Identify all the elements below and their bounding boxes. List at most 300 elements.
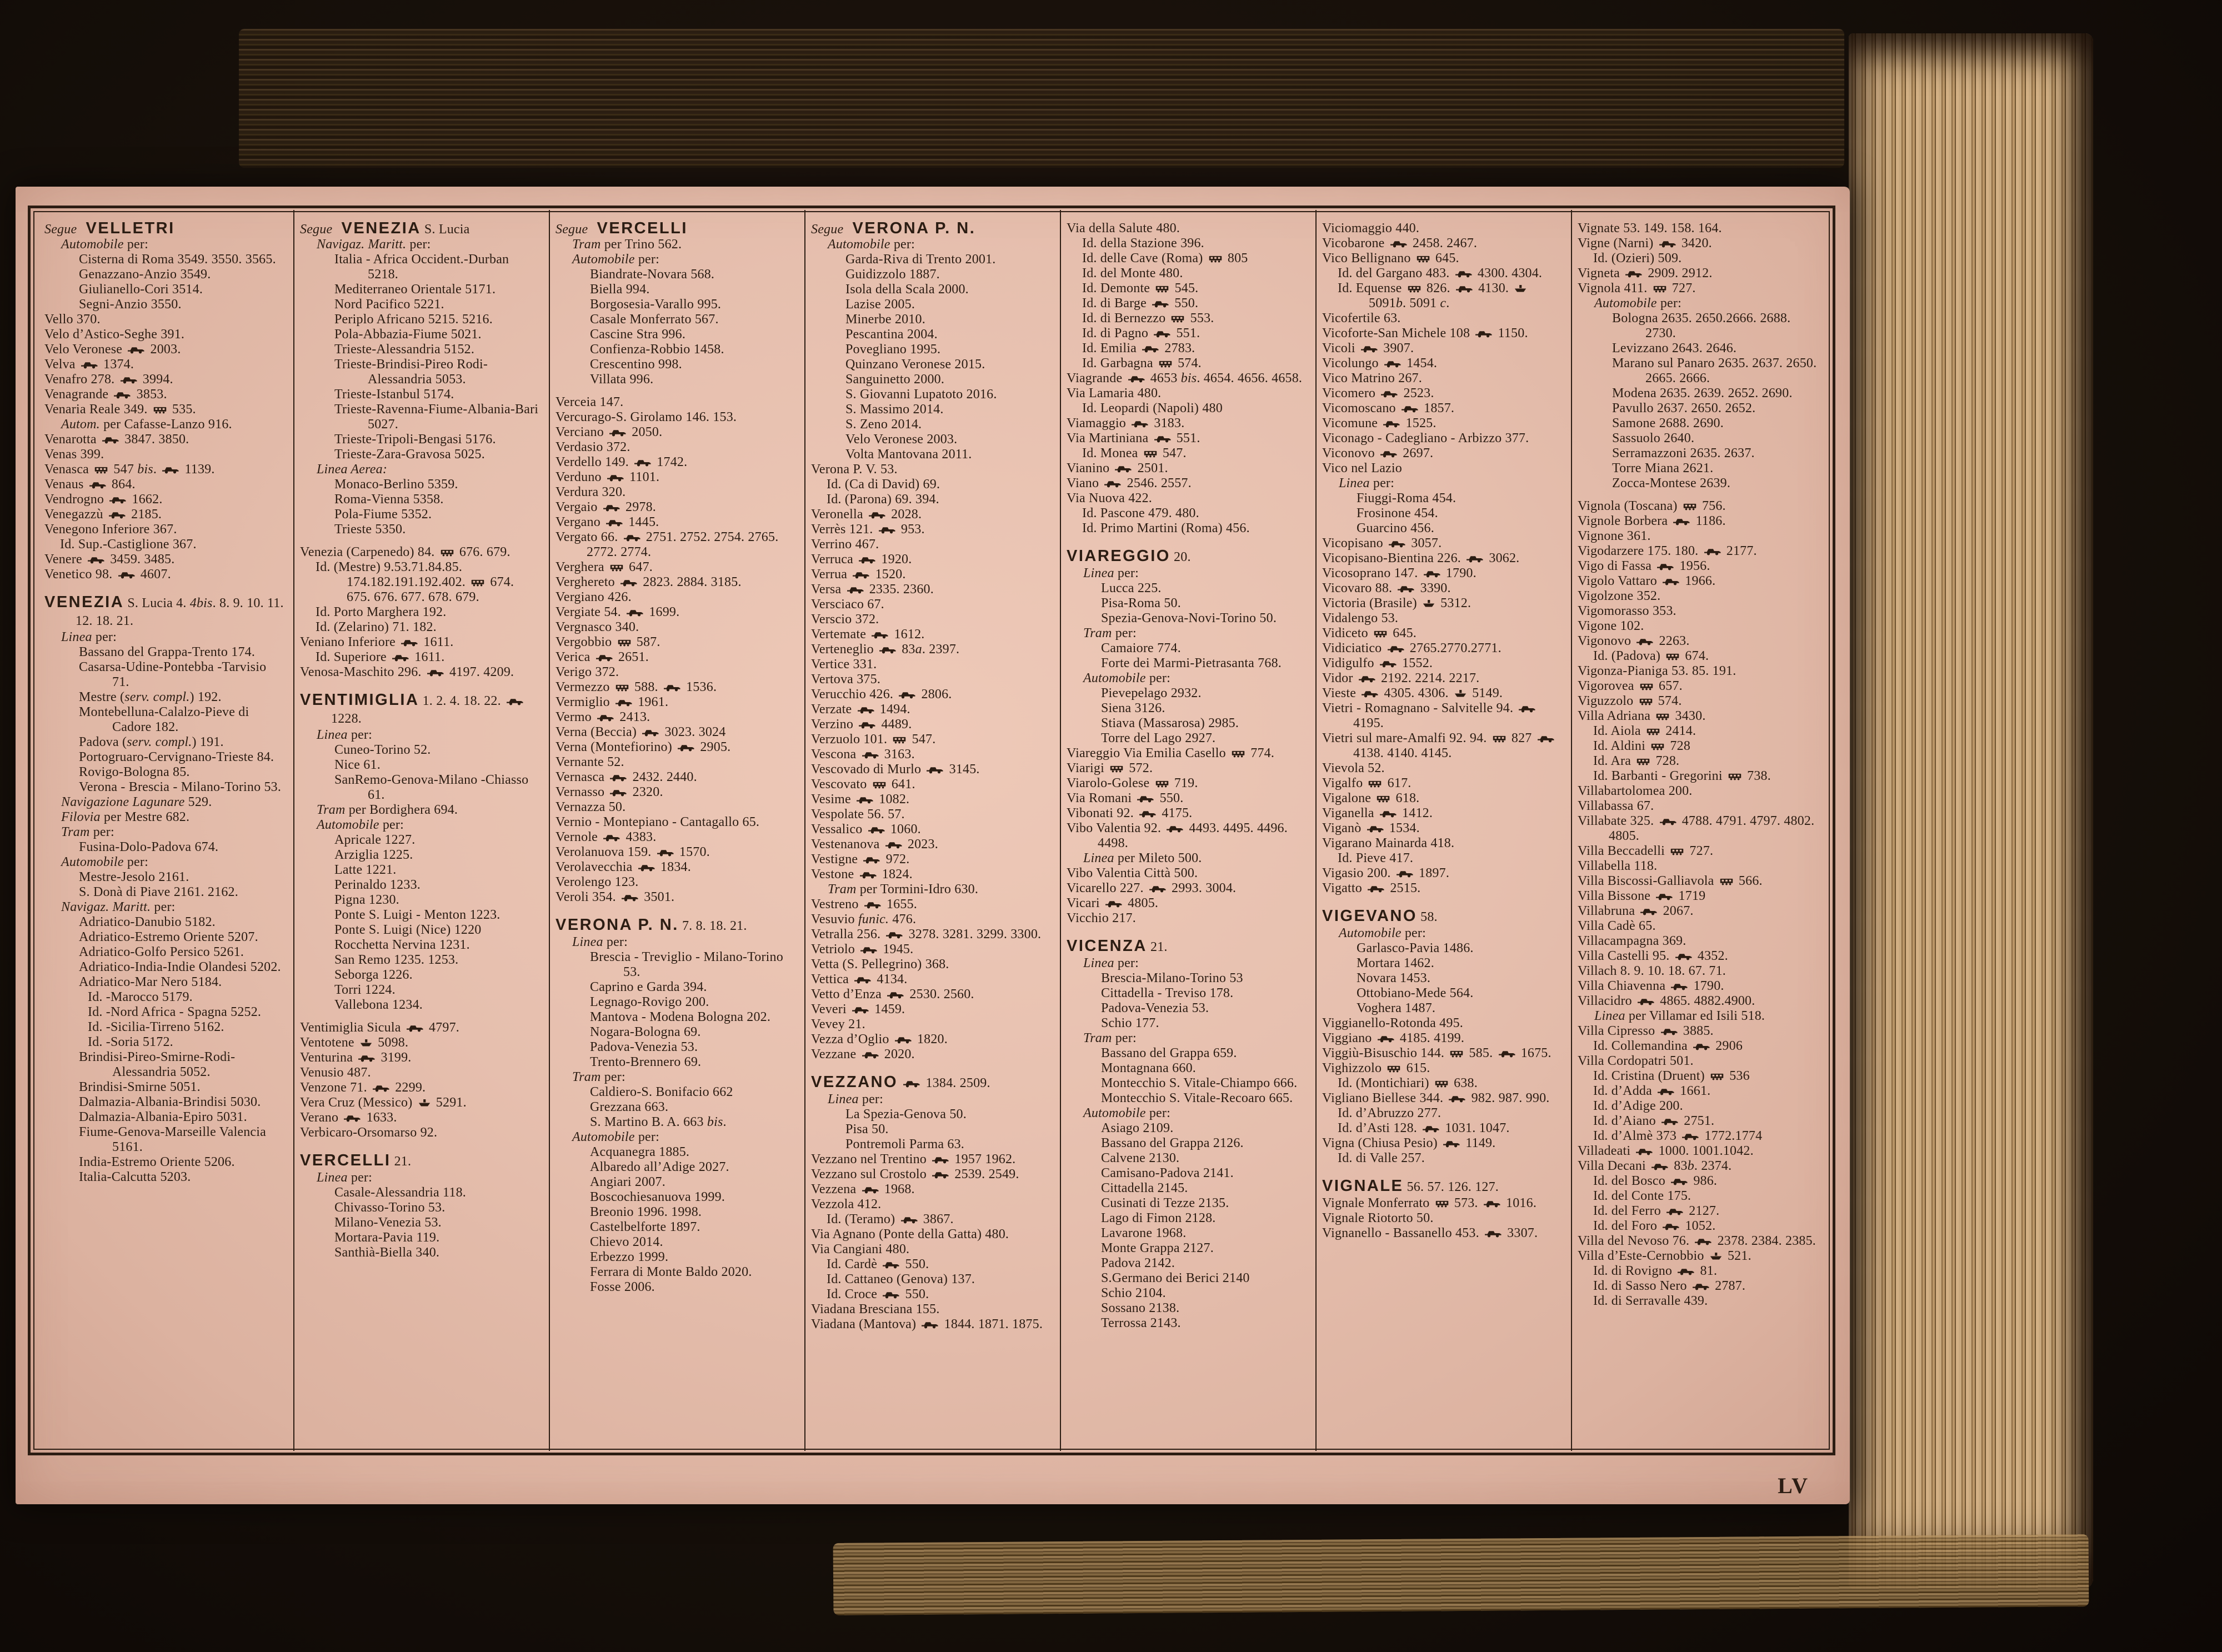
tram-icon bbox=[153, 406, 167, 414]
tram-icon bbox=[1650, 742, 1665, 750]
automobile-icon bbox=[1483, 1199, 1501, 1208]
automobile-icon bbox=[634, 458, 652, 467]
automobile-icon bbox=[932, 1155, 949, 1164]
directory-entry: Camisano-Padova 2141. bbox=[1101, 1166, 1234, 1180]
directory-entry: Automobile per: bbox=[1594, 296, 1681, 311]
directory-entry: Vicopisano-Bientina 226. 3062. bbox=[1322, 551, 1520, 565]
city-name: VERCELLI bbox=[300, 1152, 391, 1169]
directory-entry: Viareggio Via Emilia Casello 774. bbox=[1067, 746, 1275, 760]
tram-icon bbox=[1416, 254, 1430, 263]
tram-icon bbox=[1109, 764, 1124, 773]
directory-entry: Vigarano Mainarda 418. bbox=[1322, 836, 1455, 850]
directory-entry: Vigalone 618. bbox=[1322, 791, 1420, 805]
directory-entry: Ferrara di Monte Baldo 2020. bbox=[590, 1265, 752, 1279]
directory-entry: Mortara-Pavia 119. bbox=[334, 1230, 440, 1245]
directory-entry: Id. -Nord Africa - Spagna 5252. bbox=[88, 1005, 262, 1019]
directory-entry: Viggiù-Bisuschio 144. 585. 1675. bbox=[1322, 1046, 1552, 1060]
automobile-icon bbox=[903, 1079, 920, 1088]
directory-entry: Id. Sup.-Castiglione 367. bbox=[60, 537, 197, 552]
ship-icon bbox=[1454, 689, 1467, 698]
directory-entry: Villa Bissone 1719 bbox=[1578, 889, 1706, 903]
directory-entry: Santhià-Biella 340. bbox=[334, 1245, 440, 1260]
directory-entry: Id. -Sicilia-Tirreno 5162. bbox=[88, 1020, 224, 1034]
directory-entry: Tram per: bbox=[1083, 626, 1137, 640]
directory-entry: Periplo Africano 5215. 5216. bbox=[334, 312, 493, 327]
automobile-icon bbox=[1673, 517, 1690, 525]
tram-icon bbox=[1710, 1072, 1724, 1080]
directory-entry: Crescentino 998. bbox=[590, 357, 682, 372]
directory-entry: Monaco-Berlino 5359. bbox=[334, 477, 458, 492]
directory-entry: Vescona 3163. bbox=[811, 747, 915, 762]
directory-entry: Ponte S. Luigi (Nice) 1220 bbox=[334, 923, 482, 937]
automobile-icon bbox=[1388, 539, 1406, 548]
directory-entry: Vigalfo 617. bbox=[1322, 776, 1412, 790]
directory-entry: Roma-Vienna 5358. bbox=[334, 492, 444, 507]
automobile-icon bbox=[858, 720, 876, 729]
directory-entry: Vergato 66. 2751. 2752. 2754. 2765. 2772. 2774. bbox=[556, 530, 779, 559]
directory-entry: Vidalengo 53. bbox=[1322, 611, 1399, 625]
directory-entry: Vighizzolo 615. bbox=[1322, 1061, 1430, 1075]
directory-entry: Veronella 2028. bbox=[811, 507, 922, 522]
directory-entry: Siena 3126. bbox=[1101, 701, 1165, 715]
directory-entry: Pigna 1230. bbox=[334, 893, 399, 907]
directory-entry: Vezzano sul Crostolo 2539. 2549. bbox=[811, 1167, 1019, 1182]
automobile-icon bbox=[1484, 1229, 1502, 1238]
directory-entry: Grezzana 663. bbox=[590, 1100, 669, 1114]
automobile-icon bbox=[1675, 952, 1693, 960]
directory-entry: Id. Garbagna 574. bbox=[1082, 356, 1202, 371]
directory-entry: Cittadella - Treviso 178. bbox=[1101, 986, 1234, 1000]
directory-entry: Vera Cruz (Messico) 5291. bbox=[300, 1095, 467, 1110]
directory-entry: Vigolo Vattaro 1966. bbox=[1578, 574, 1716, 588]
directory-entry: Torre del Lago 2927. bbox=[1101, 731, 1216, 745]
directory-entry: Id. (Montichiari) 638. bbox=[1338, 1076, 1478, 1090]
directory-entry: Verigo 372. bbox=[556, 665, 619, 679]
automobile-icon bbox=[1660, 1027, 1678, 1035]
directory-entry: Adriatico-Danubio 5182. bbox=[79, 915, 216, 929]
directory-entry: Verucchio 426. 2806. bbox=[811, 687, 952, 702]
directory-entry: Torri 1224. bbox=[334, 983, 396, 997]
directory-entry: Verzino 4489. bbox=[811, 717, 912, 732]
directory-entry: Verna (Beccia) 3023. 3024 bbox=[556, 725, 726, 739]
directory-entry: Villadeati 1000. 1001.1042. bbox=[1578, 1144, 1754, 1158]
directory-entry: Sanguinetto 2000. bbox=[845, 372, 945, 387]
continued-heading: Segue VENEZIA S. Lucia bbox=[300, 221, 540, 237]
directory-entry: Verduno 1101. bbox=[556, 470, 660, 484]
automobile-icon bbox=[887, 990, 904, 999]
directory-entry: Nogara-Bologna 69. bbox=[590, 1025, 701, 1039]
directory-entry: Velo Veronese 2003. bbox=[845, 432, 958, 447]
directory-entry: Adriatico-Estremo Oriente 5207. bbox=[79, 930, 258, 944]
directory-entry: Vezzane 2020. bbox=[811, 1047, 915, 1062]
column-rule-3 bbox=[804, 210, 805, 1451]
directory-entry: Vergobbio 587. bbox=[556, 635, 660, 649]
automobile-icon bbox=[1537, 734, 1555, 743]
directory-entry: Vezzano nel Trentino 1957 1962. bbox=[811, 1152, 1016, 1167]
directory-entry: Vezza d’Oglio 1820. bbox=[811, 1032, 948, 1047]
directory-entry: Viano 2546. 2557. bbox=[1067, 476, 1192, 490]
directory-entry: Verano 1633. bbox=[300, 1110, 397, 1125]
automobile-icon bbox=[1104, 479, 1122, 488]
directory-entry: Id. di Bernezzo 553. bbox=[1082, 311, 1214, 326]
directory-entry: Vidiciatico 2765.2770.2771. bbox=[1322, 641, 1502, 655]
directory-entry: Id. d’Asti 128. 1031. 1047. bbox=[1338, 1121, 1510, 1135]
directory-entry: Verolavecchia 1834. bbox=[556, 860, 691, 874]
tram-icon bbox=[1170, 314, 1185, 323]
directory-entry: Viadana Bresciana 155. bbox=[811, 1302, 940, 1316]
automobile-icon bbox=[1360, 344, 1378, 353]
directory-entry: Id. d’Almè 373 1772.1774 bbox=[1593, 1129, 1763, 1143]
directory-entry: Id. Superiore 1611. bbox=[316, 650, 445, 664]
tram-icon bbox=[1434, 1079, 1449, 1088]
directory-entry: Trieste-Zara-Gravosa 5025. bbox=[334, 447, 485, 462]
automobile-icon bbox=[603, 833, 620, 842]
ship-icon bbox=[418, 1099, 431, 1107]
tram-icon bbox=[1143, 449, 1158, 458]
directory-entry: Pola-Abbazia-Fiume 5021. bbox=[334, 327, 482, 342]
directory-entry: Casale Monferrato 567. bbox=[590, 312, 719, 327]
automobile-icon bbox=[358, 1054, 376, 1062]
directory-entry: Lago di Fimon 2128. bbox=[1101, 1211, 1216, 1225]
directory-entry: Id. di Sasso Nero 2787. bbox=[1593, 1279, 1746, 1293]
automobile-icon bbox=[1455, 269, 1473, 278]
directory-entry: Cittadella 2145. bbox=[1101, 1181, 1188, 1195]
directory-entry: Venturina 3199. bbox=[300, 1050, 412, 1065]
directory-entry: Vianino 2501. bbox=[1067, 461, 1168, 475]
directory-entry: Verna (Montefiorino) 2905. bbox=[556, 740, 731, 754]
automobile-icon bbox=[1694, 1237, 1712, 1245]
directory-entry: Vergiate 54. 1699. bbox=[556, 605, 680, 619]
automobile-icon bbox=[1498, 1049, 1516, 1058]
automobile-icon bbox=[862, 750, 879, 759]
automobile-icon bbox=[1114, 464, 1132, 473]
directory-entry: Navigaz. Maritt. per: bbox=[61, 900, 176, 914]
directory-entry: Id. d’Adige 200. bbox=[1593, 1099, 1683, 1113]
book-top-page-edges bbox=[239, 29, 1844, 168]
directory-entry: Calvene 2130. bbox=[1101, 1151, 1180, 1165]
directory-entry: Viarolo-Golese 719. bbox=[1067, 776, 1198, 790]
directory-entry: Verolanuova 159. 1570. bbox=[556, 845, 710, 859]
directory-entry: Dalmazia-Albania-Epiro 5031. bbox=[79, 1110, 247, 1124]
directory-entry: Casale-Alessandria 118. bbox=[334, 1185, 466, 1200]
directory-entry: Sassuolo 2640. bbox=[1612, 431, 1695, 445]
directory-entry: Viamaggio 3183. bbox=[1067, 416, 1185, 430]
directory-entry: Guarcino 456. bbox=[1357, 521, 1434, 535]
directory-entry: S. Donà di Piave 2161. 2162. bbox=[79, 885, 238, 899]
automobile-icon bbox=[102, 435, 119, 444]
tram-icon bbox=[1719, 877, 1734, 885]
directory-entry: Vignale Riotorto 50. bbox=[1322, 1211, 1434, 1225]
directory-entry: Vicovaro 88. 3390. bbox=[1322, 581, 1451, 595]
directory-entry: Portogruaro-Cervignano-Trieste 84. bbox=[79, 750, 274, 764]
automobile-icon bbox=[1640, 907, 1658, 915]
directory-entry: Automobile per: bbox=[61, 855, 148, 869]
directory-entry: Vergaio 2978. bbox=[556, 500, 657, 514]
directory-entry: Id. Monea 547. bbox=[1082, 446, 1187, 460]
directory-entry: Vespolate 56. 57. bbox=[811, 807, 905, 822]
directory-entry: Via Cangiani 480. bbox=[811, 1242, 910, 1256]
automobile-icon bbox=[1455, 284, 1473, 293]
automobile-icon bbox=[1367, 884, 1385, 893]
directory-entry: Vigo di Fassa 1956. bbox=[1578, 559, 1710, 573]
tram-icon bbox=[1670, 847, 1684, 855]
directory-entry: Vietri - Romagnano - Salvitelle 94. 4195. bbox=[1322, 701, 1562, 731]
directory-entry: Id. Pascone 479. 480. bbox=[1082, 506, 1199, 520]
directory-entry: Vernio - Montepiano - Cantagallo 65. bbox=[556, 815, 760, 829]
directory-entry: Villata 996. bbox=[590, 372, 654, 387]
directory-entry: Viarigi 572. bbox=[1067, 761, 1153, 775]
directory-entry: Viggianello-Rotonda 495. bbox=[1322, 1016, 1463, 1030]
directory-entry: Padova-Venezia 53. bbox=[1101, 1001, 1209, 1015]
directory-entry: Spezia-Genova-Novi-Torino 50. bbox=[1101, 611, 1277, 625]
directory-entry: India-Estremo Oriente 5206. bbox=[79, 1155, 235, 1169]
directory-entry: Vallebona 1234. bbox=[334, 998, 423, 1012]
directory-entry: Vetta (S. Pellegrino) 368. bbox=[811, 957, 949, 972]
automobile-icon bbox=[1637, 997, 1655, 1005]
directory-entry: Schio 177. bbox=[1101, 1016, 1159, 1030]
automobile-icon bbox=[1139, 809, 1157, 818]
directory-entry: Villa Castelli 95. 4352. bbox=[1578, 949, 1728, 963]
directory-entry: Padova-Venezia 53. bbox=[590, 1040, 698, 1054]
directory-entry: Venarotta 3847. 3850. bbox=[44, 432, 189, 447]
directory-entry: Vieste 4305. 4306. 5149. bbox=[1322, 686, 1503, 700]
tram-icon bbox=[1653, 284, 1667, 293]
directory-entry: Tram per Tormini-Idro 630. bbox=[828, 882, 979, 897]
city-name: VERONA P. N. bbox=[556, 916, 679, 934]
automobile-icon bbox=[597, 713, 614, 722]
directory-entry: Quinzano Veronese 2015. bbox=[845, 357, 985, 372]
directory-entry: Casarsa-Udine-Pontebba -Tarvisio 71. bbox=[79, 660, 267, 689]
automobile-icon bbox=[406, 1024, 424, 1032]
directory-entry: Filovia per Mestre 682. bbox=[61, 810, 190, 824]
directory-entry: Venzone 71. 2299. bbox=[300, 1080, 426, 1095]
automobile-icon bbox=[1377, 1034, 1395, 1043]
directory-entry: Venasca 547 bis. 1139. bbox=[44, 462, 215, 477]
directory-entry: Forte dei Marmi-Pietrasanta 768. bbox=[1101, 656, 1282, 670]
directory-entry: Vicomero 2523. bbox=[1322, 386, 1434, 401]
city-heading-entry: VIAREGGIO 20. bbox=[1067, 547, 1191, 565]
directory-entry: Vestenanova 2023. bbox=[811, 837, 938, 852]
directory-entry: Vicchio 217. bbox=[1067, 911, 1136, 925]
directory-entry: Vetriolo 1945. bbox=[811, 942, 914, 957]
automobile-icon bbox=[868, 510, 886, 519]
directory-entry: Autom. per Cafasse-Lanzo 916. bbox=[61, 417, 232, 432]
directory-entry: Venegazzù 2185. bbox=[44, 507, 162, 522]
directory-entry: Vidigulfo 1552. bbox=[1322, 656, 1433, 670]
directory-entry: Legnago-Rovigo 200. bbox=[590, 995, 709, 1009]
directory-entry: Villa Cordopatri 501. bbox=[1578, 1054, 1694, 1068]
directory-entry: Terrossa 2143. bbox=[1101, 1316, 1181, 1330]
directory-entry: Vigodarzere 175. 180. 2177. bbox=[1578, 544, 1757, 558]
directory-entry: Povegliano 1995. bbox=[845, 342, 941, 357]
automobile-icon bbox=[1661, 1117, 1679, 1125]
directory-entry: Vicomune 1525. bbox=[1322, 416, 1437, 430]
directory-entry: Vigomorasso 353. bbox=[1578, 604, 1676, 618]
directory-entry: Veniano Inferiore 1611. bbox=[300, 635, 454, 649]
automobile-icon bbox=[1666, 1207, 1684, 1215]
directory-entry: Vievola 52. bbox=[1322, 761, 1385, 775]
directory-entry: Garlasco-Pavia 1486. bbox=[1357, 941, 1474, 955]
directory-entry: Minerbe 2010. bbox=[845, 312, 925, 327]
directory-entry: San Remo 1235. 1253. bbox=[334, 953, 459, 967]
directory-entry: Ottobiano-Mede 564. bbox=[1357, 986, 1474, 1000]
automobile-icon bbox=[1655, 892, 1673, 900]
directory-entry: Pisa-Roma 50. bbox=[1101, 596, 1181, 610]
directory-entry: Automobile per: bbox=[317, 818, 404, 832]
directory-entry: Dalmazia-Albania-Brindisi 5030. bbox=[79, 1095, 261, 1109]
automobile-icon bbox=[856, 795, 874, 804]
tram-icon bbox=[1636, 757, 1650, 765]
column-4 bbox=[811, 221, 1051, 1453]
automobile-icon bbox=[372, 1084, 390, 1092]
directory-entry: Pontremoli Parma 63. bbox=[845, 1137, 964, 1152]
tram-icon bbox=[609, 563, 624, 572]
directory-entry: Vernazza 50. bbox=[556, 800, 626, 814]
directory-entry: Padova (serv. compl.) 191. bbox=[79, 735, 224, 749]
city-heading-entry: VICENZA 21. bbox=[1067, 937, 1168, 955]
directory-entry: Vezzena 1968. bbox=[811, 1182, 915, 1197]
automobile-icon bbox=[1635, 1147, 1653, 1155]
directory-entry: Verscio 372. bbox=[811, 612, 879, 627]
directory-entry: Mortara 1462. bbox=[1357, 956, 1434, 970]
directory-entry: Torre Miana 2621. bbox=[1612, 461, 1714, 475]
directory-entry: Trieste-Ravenna-Fiume-Albania-Bari 5027. bbox=[334, 402, 539, 432]
page-number: LV bbox=[1778, 1473, 1809, 1498]
automobile-icon bbox=[882, 1290, 900, 1299]
directory-entry: Tram per: bbox=[1083, 1031, 1137, 1045]
directory-entry: Montecchio S. Vitale-Chiampo 666. bbox=[1101, 1076, 1298, 1090]
directory-entry: Vigonza-Pianiga 53. 85. 191. bbox=[1578, 664, 1736, 678]
tram-icon bbox=[1155, 779, 1169, 788]
automobile-icon bbox=[87, 555, 105, 564]
directory-entry: Linea per: bbox=[317, 1170, 372, 1185]
directory-entry: Vezzola 412. bbox=[811, 1197, 882, 1212]
tram-icon bbox=[1639, 682, 1654, 690]
directory-entry: Mantova - Modena Bologna 202. bbox=[590, 1010, 771, 1024]
directory-entry: Ventimiglia Sicula 4797. bbox=[300, 1020, 459, 1035]
directory-entry: Cascine Stra 996. bbox=[590, 327, 686, 342]
directory-entry: Verdello 149. 1742. bbox=[556, 455, 688, 469]
directory-entry: Angiari 2007. bbox=[590, 1175, 665, 1189]
tram-icon bbox=[1158, 359, 1173, 368]
directory-page bbox=[16, 187, 1850, 1504]
directory-entry: Vello 370. bbox=[44, 312, 101, 327]
directory-entry: Vestreno 1655. bbox=[811, 897, 917, 912]
city-heading-entry: VEZZANO 1384. 2509. bbox=[811, 1073, 990, 1091]
city-name: VENEZIA bbox=[341, 221, 421, 237]
directory-entry: Id. -Marocco 5179. bbox=[88, 990, 193, 1004]
directory-entry: Vetralla 256. 3278. 3281. 3299. 3300. bbox=[811, 927, 1042, 942]
directory-entry: Schio 2104. bbox=[1101, 1286, 1166, 1300]
directory-entry: Versciaco 67. bbox=[811, 597, 884, 612]
tram-icon bbox=[1208, 254, 1223, 263]
directory-entry: Villa Cipresso 3885. bbox=[1578, 1024, 1714, 1038]
directory-entry: Vermezzo 588. 1536. bbox=[556, 680, 717, 694]
column-1 bbox=[44, 221, 284, 1453]
automobile-icon bbox=[657, 848, 674, 857]
directory-entry: Id. di Rovigno 81. bbox=[1593, 1264, 1718, 1278]
directory-entry: Pievepelago 2932. bbox=[1101, 686, 1202, 700]
directory-entry: Vicoforte-San Michele 108 1150. bbox=[1322, 326, 1528, 341]
directory-entry: Vessalico 1060. bbox=[811, 822, 921, 837]
directory-entry: Biandrate-Novara 568. bbox=[590, 267, 715, 282]
automobile-icon bbox=[879, 645, 897, 654]
directory-entry: Verona P. V. 53. bbox=[811, 462, 898, 477]
tram-icon bbox=[94, 465, 108, 474]
directory-entry: Camaiore 774. bbox=[1101, 641, 1181, 655]
automobile-icon bbox=[621, 893, 639, 902]
directory-entry: Fiume-Genova-Marseille Valencia 5161. bbox=[79, 1125, 266, 1154]
directory-entry: S. Giovanni Lupatoto 2016. bbox=[845, 387, 997, 402]
directory-entry: Ponte S. Luigi - Menton 1223. bbox=[334, 908, 501, 922]
directory-entry: Lavarone 1968. bbox=[1101, 1226, 1187, 1240]
automobile-icon bbox=[609, 788, 627, 797]
tram-icon bbox=[892, 735, 907, 744]
directory-entry: Verrino 467. bbox=[811, 537, 879, 552]
automobile-icon bbox=[1670, 982, 1688, 990]
directory-entry: Vigorovea 657. bbox=[1578, 679, 1683, 693]
directory-entry: Acquanegra 1885. bbox=[590, 1145, 690, 1159]
automobile-icon bbox=[1659, 239, 1676, 248]
tram-icon bbox=[1368, 779, 1382, 788]
city-name: VENTIMIGLIA bbox=[300, 691, 419, 709]
directory-entry: Villa Chiavenna 1790. bbox=[1578, 979, 1724, 993]
directory-entry: Id. del Bosco 986. bbox=[1593, 1174, 1718, 1188]
directory-entry: Id. d’Aiano 2751. bbox=[1593, 1114, 1715, 1128]
directory-entry: Vicofertile 63. bbox=[1322, 311, 1401, 326]
automobile-icon bbox=[118, 570, 136, 579]
automobile-icon bbox=[1443, 1139, 1460, 1148]
directory-entry: Viadana (Mantova) 1844. 1871. 1875. bbox=[811, 1317, 1043, 1331]
directory-entry: Voghera 1487. bbox=[1357, 1001, 1436, 1015]
directory-entry: Viganò 1534. bbox=[1322, 821, 1420, 835]
directory-entry: Via Nuova 422. bbox=[1067, 491, 1152, 505]
directory-entry: Adriatico-Mar Nero 5184. bbox=[79, 975, 222, 989]
directory-entry: Sossano 2138. bbox=[1101, 1301, 1180, 1315]
automobile-icon bbox=[1662, 1222, 1680, 1230]
automobile-icon bbox=[1152, 299, 1169, 308]
automobile-icon bbox=[1475, 329, 1493, 338]
directory-entry: Trieste-Tripoli-Bengasi 5176. bbox=[334, 432, 496, 447]
automobile-icon bbox=[506, 697, 524, 705]
directory-entry: Vignanello - Bassanello 453. 3307. bbox=[1322, 1226, 1538, 1240]
automobile-icon bbox=[1149, 884, 1167, 893]
directory-entry: Venetico 98. 4607. bbox=[44, 567, 171, 582]
city-name: VERCELLI bbox=[597, 221, 688, 237]
automobile-icon bbox=[926, 765, 944, 774]
directory-entry: Villabella 118. bbox=[1578, 859, 1658, 873]
automobile-icon bbox=[1142, 344, 1159, 353]
directory-entry: Brescia - Treviglio - Milano-Torino 53. bbox=[590, 950, 783, 979]
directory-entry: Bassano del Grappa-Trento 174. bbox=[79, 645, 256, 659]
directory-entry: Pavullo 2637. 2650. 2652. bbox=[1612, 401, 1756, 415]
automobile-icon bbox=[854, 975, 872, 984]
automobile-icon bbox=[885, 840, 903, 849]
directory-entry: Vertice 331. bbox=[811, 657, 877, 672]
directory-entry: Versa 2335. 2360. bbox=[811, 582, 934, 597]
directory-entry: Vibonati 92. 4175. bbox=[1067, 806, 1193, 820]
directory-entry: Ventotene 5098. bbox=[300, 1035, 409, 1050]
directory-entry: Montebelluna-Calalzo-Pieve di Cadore 182. bbox=[79, 705, 249, 734]
directory-entry: Brindisi-Smirne 5051. bbox=[79, 1080, 201, 1094]
directory-entry: Id. Emilia 2783. bbox=[1082, 341, 1195, 356]
column-6 bbox=[1322, 221, 1562, 1453]
directory-entry: S. Martino B. A. 663 bis. bbox=[590, 1115, 727, 1129]
directory-entry: Trieste-Alessandria 5152. bbox=[334, 342, 475, 357]
directory-entry: Fusina-Dolo-Padova 674. bbox=[79, 840, 219, 854]
directory-entry: Italia - Africa Occident.-Durban 5218. bbox=[334, 252, 509, 282]
directory-entry: SanRemo-Genova-Milano -Chiasso 61. bbox=[334, 773, 529, 802]
